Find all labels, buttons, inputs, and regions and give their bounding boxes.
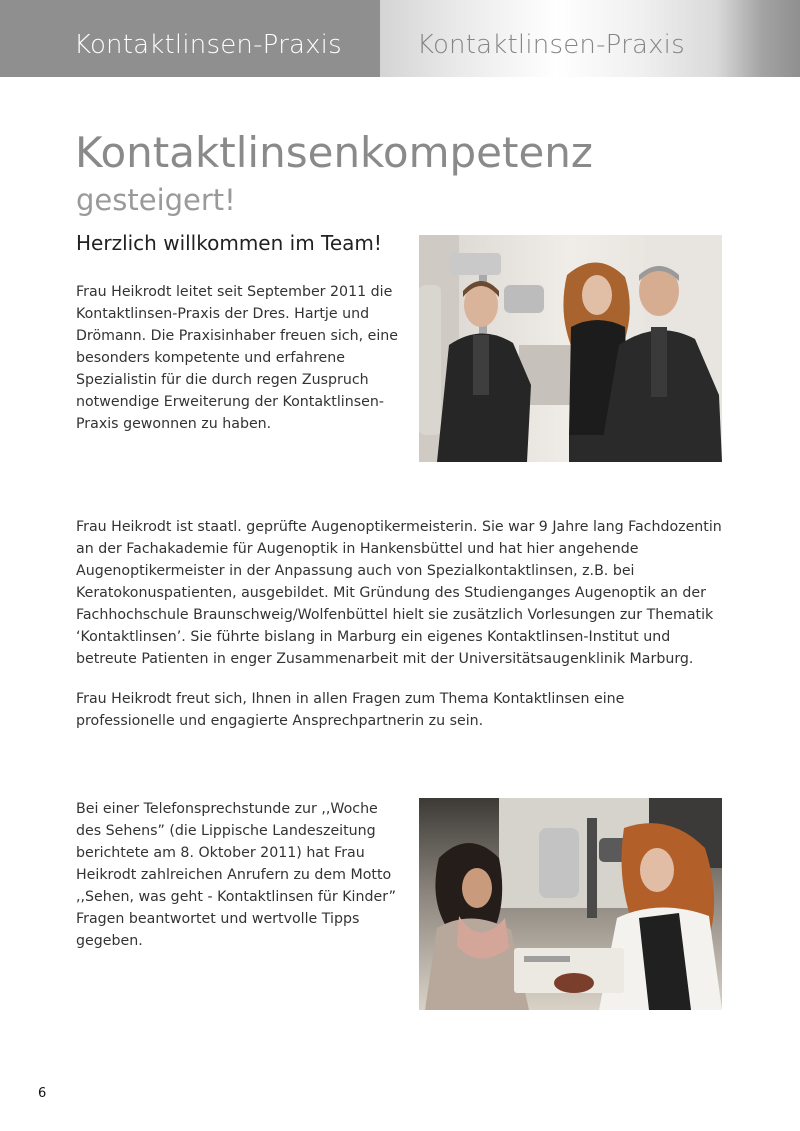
bio-paragraph: Frau Heikrodt ist staatl. geprüfte Augenoptikermeisterin. Sie war 9 Jahre lang Fachdozentin an der Fachakademie für Augenoptik in Hankensbüttel und hat hier angehende Augenoptikermeister in der Anpassung auch von Spezialkontaktlinsen, z.B. bei Keratokonuspatienten, ausgebildet. Mit Gründung des Studienganges Augenoptik an der Fachhochschule Braunschweig/Wolfenbüttel hielt sie zusätzlich Vorlesungen zur Thematik ‘Kontaktlinsen’. Sie führte bislang in Marburg ein eigenes Kontaktlinsen-Institut und betreute Patienten in enger Zusammenarbeit mit der Universitätsaugenklinik Marburg. (76, 519, 722, 667)
header-band-left (0, 0, 380, 77)
header-band-right (380, 0, 800, 77)
team-photo (419, 235, 722, 462)
page-headline: Kontaktlinsenkompetenz (75, 128, 593, 177)
event-paragraph: Bei einer Telefonsprechstunde zur ,,Woche des Sehens” (die Lippische Landeszeitung berichtete am 8. Oktober 2011) hat Frau Heikrodt zahlreichen Anrufern zu dem Motto ,,Sehen, was geht - Kontaktlinsen für Kinder” Fragen beantwortet und wertvolle Tipps gegeben. (76, 801, 396, 949)
section-greeting: Herzlich willkommen im Team! (76, 231, 382, 255)
intro-paragraph: Frau Heikrodt leitet seit September 2011 die Kontaktlinsen-Praxis der Dres. Hartje und Drömann. Die Praxisinhaber freuen sich, eine besonders kompetente und erfahrene Spezialistin für die durch regen Zuspruch notwendige Erweiterung der Kontaktlinsen-Praxis gewonnen zu haben. (76, 284, 399, 432)
page-number: 6 (38, 1086, 47, 1101)
closing-paragraph: Frau Heikrodt freut sich, Ihnen in allen Fragen zum Thema Kontaktlinsen eine professionelle und engagierte Ansprechpartnerin zu sein. (76, 691, 625, 729)
header-title-right: Kontaktlinsen-Praxis (417, 30, 685, 60)
page-subheadline: gesteigert! (76, 183, 236, 217)
consultation-photo (419, 798, 722, 1010)
header-title-left: Kontaktlinsen-Praxis (74, 30, 342, 60)
